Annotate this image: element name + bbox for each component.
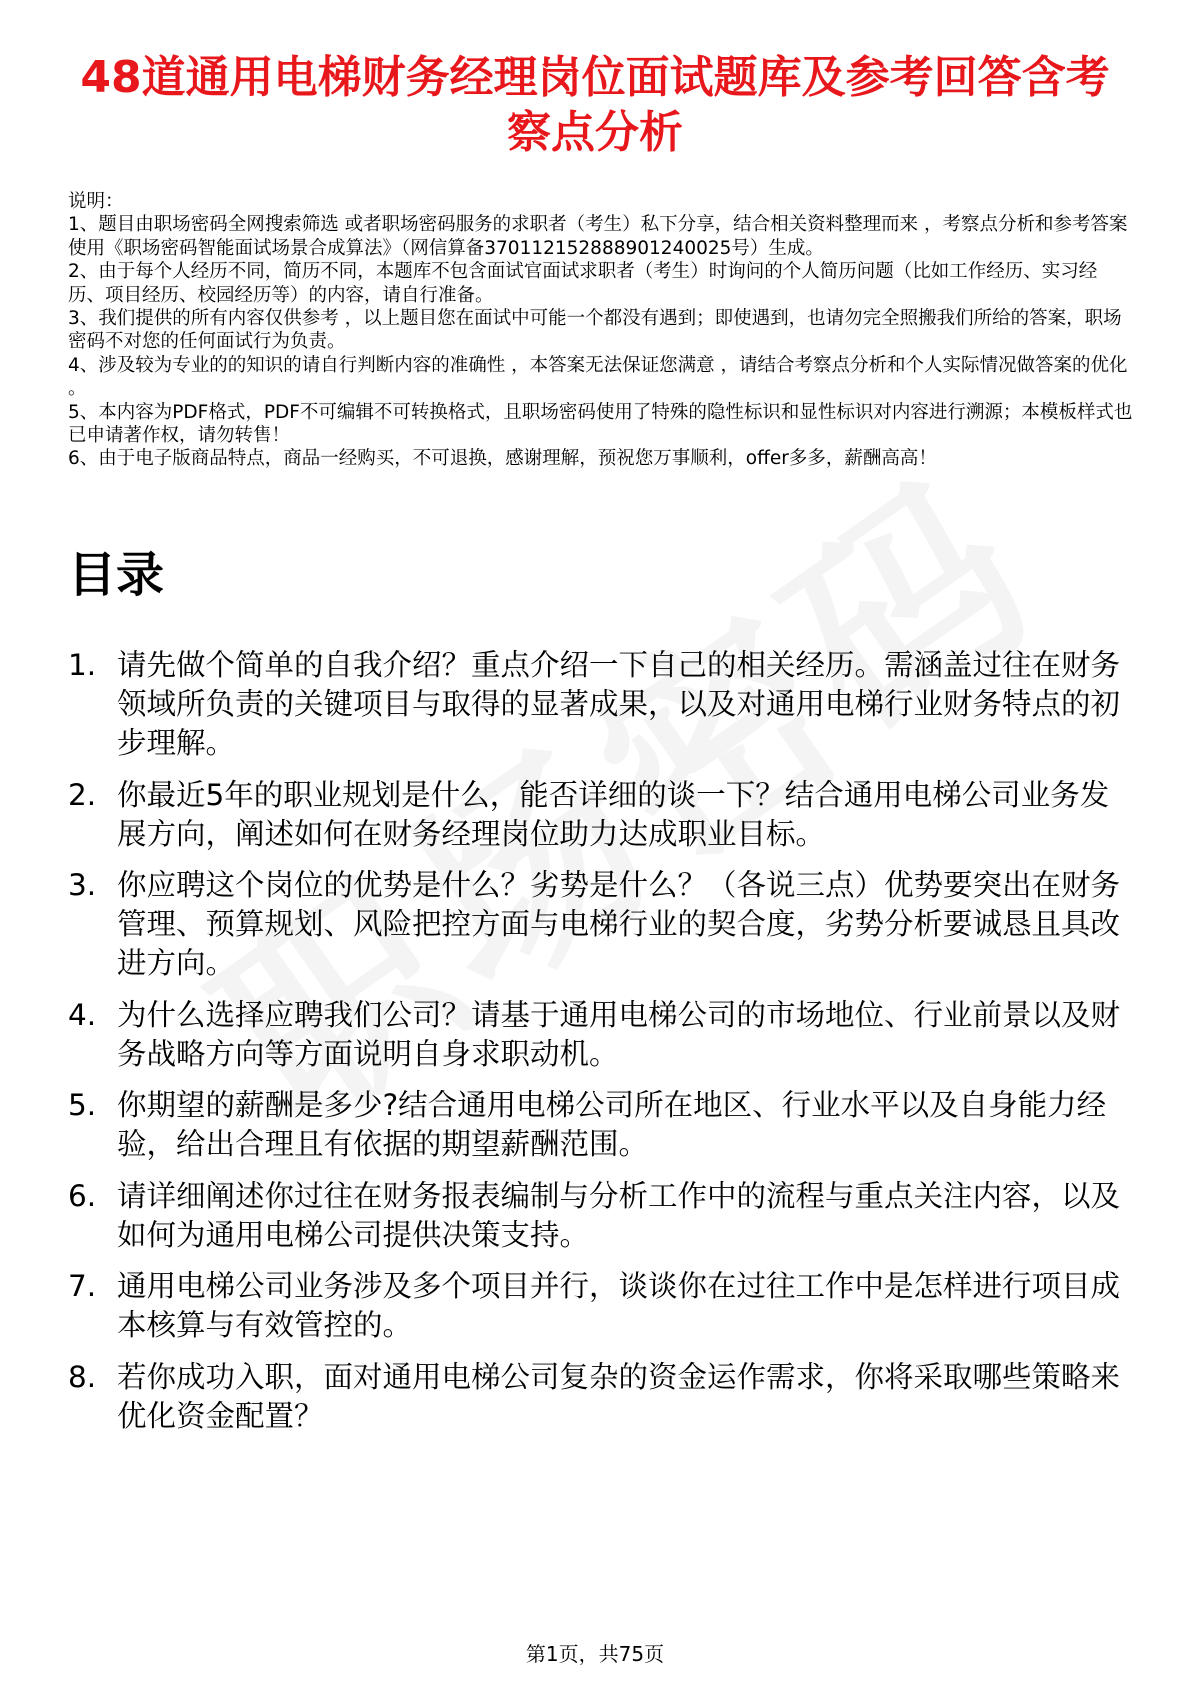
- notes-section: [68, 190, 1133, 471]
- question-number: 3.: [68, 868, 97, 902]
- question-text: 你应聘这个岗位的优势是什么？劣势是什么？（各说三点）优势要突出在财务管理、预算规划、风险把控方面与电梯行业的契合度，劣势分析要诚恳且具改进方向。: [117, 868, 1121, 980]
- question-text: 你最近5年的职业规划是什么，能否详细的谈一下？结合通用电梯公司业务发展方向，阐述如何在财务经理岗位助力达成职业目标。: [117, 777, 1110, 851]
- note-item: 4、涉及较为专业的的知识的请自行判断内容的准确性 ，本答案无法保证您满意 ，请结合考察点分析和个人实际情况做答案的优化 。: [68, 354, 1128, 400]
- question-item: [68, 996, 1128, 1074]
- note-item: 5、本内容为PDF格式，PDF不可编辑不可转换格式，且职场密码使用了特殊的隐性标识和显性标识对内容进行溯源；本模板样式也已申请著作权，请勿转售！: [68, 401, 1133, 447]
- toc-heading: 目录: [68, 547, 165, 603]
- note-item: 2、由于每个人经历不同，简历不同，本题库不包含面试官面试求职者（考生）时询问的个人简历问题（比如工作经历、实习经历、项目经历、校园经历等）的内容，请自行准备。: [68, 261, 1098, 306]
- question-item: [68, 1177, 1128, 1255]
- question-text: 通用电梯公司业务涉及多个项目并行，谈谈你在过往工作中是怎样进行项目成本核算与有效管控的。: [117, 1269, 1121, 1342]
- note-item: 1、题目由职场密码全网搜索筛选 或者职场密码服务的求职者（考生）私下分享，结合相关资料整理而来 ，考察点分析和参考答案使用《职场密码智能面试场景合成算法》（网信算备370112152888901240025号）生成。: [68, 214, 1128, 259]
- question-text: 若你成功入职，面对通用电梯公司复杂的资金运作需求，你将采取哪些策略来优化资金配置？: [117, 1359, 1121, 1433]
- question-item: [68, 646, 1128, 763]
- question-text: 你期望的薪酬是多少?结合通用电梯公司所在地区、行业水平以及自身能力经验，给出合理且有依据的期望薪酬范围。: [117, 1088, 1107, 1161]
- question-number: 1.: [68, 648, 97, 682]
- question-list: [68, 646, 1128, 1448]
- question-text: 请先做个简单的自我介绍？重点介绍一下自己的相关经历。需涵盖过往在财务领域所负责的关键项目与取得的显著成果，以及对通用电梯行业财务特点的初步理解。: [117, 648, 1121, 760]
- question-item: [68, 1086, 1128, 1164]
- question-item: [68, 1267, 1128, 1345]
- question-number: 6.: [68, 1178, 97, 1213]
- question-item: [68, 776, 1128, 854]
- question-number: 2.: [68, 777, 97, 812]
- question-number: 5.: [68, 1088, 97, 1122]
- question-item: [68, 866, 1128, 983]
- page-footer: 第1页，共75页: [525, 1642, 665, 1666]
- question-number: 7.: [68, 1269, 97, 1303]
- page-title: 48道通用电梯财务经理岗位面试题库及参考回答含考察点分析: [80, 52, 1110, 158]
- note-item: 3、我们提供的所有内容仅供参考 ，以上题目您在面试中可能一个都没有遇到；即使遇到，也请勿完全照搬我们所给的答案，职场密码不对您的任何面试行为负责。: [68, 308, 1122, 353]
- question-number: 8.: [68, 1359, 97, 1394]
- question-text: 为什么选择应聘我们公司？请基于通用电梯公司的市场地位、行业前景以及财务战略方向等方面说明自身求职动机。: [117, 997, 1121, 1071]
- note-item: 6、由于电子版商品特点，商品一经购买，不可退换，感谢理解，预祝您万事顺利，offer多多，薪酬高高！: [68, 448, 937, 470]
- notes-heading: 说明：: [68, 191, 124, 212]
- question-item: [68, 1358, 1128, 1436]
- question-text: 请详细阐述你过往在财务报表编制与分析工作中的流程与重点关注内容，以及如何为通用电梯公司提供决策支持。: [117, 1178, 1121, 1252]
- question-number: 4.: [68, 997, 97, 1032]
